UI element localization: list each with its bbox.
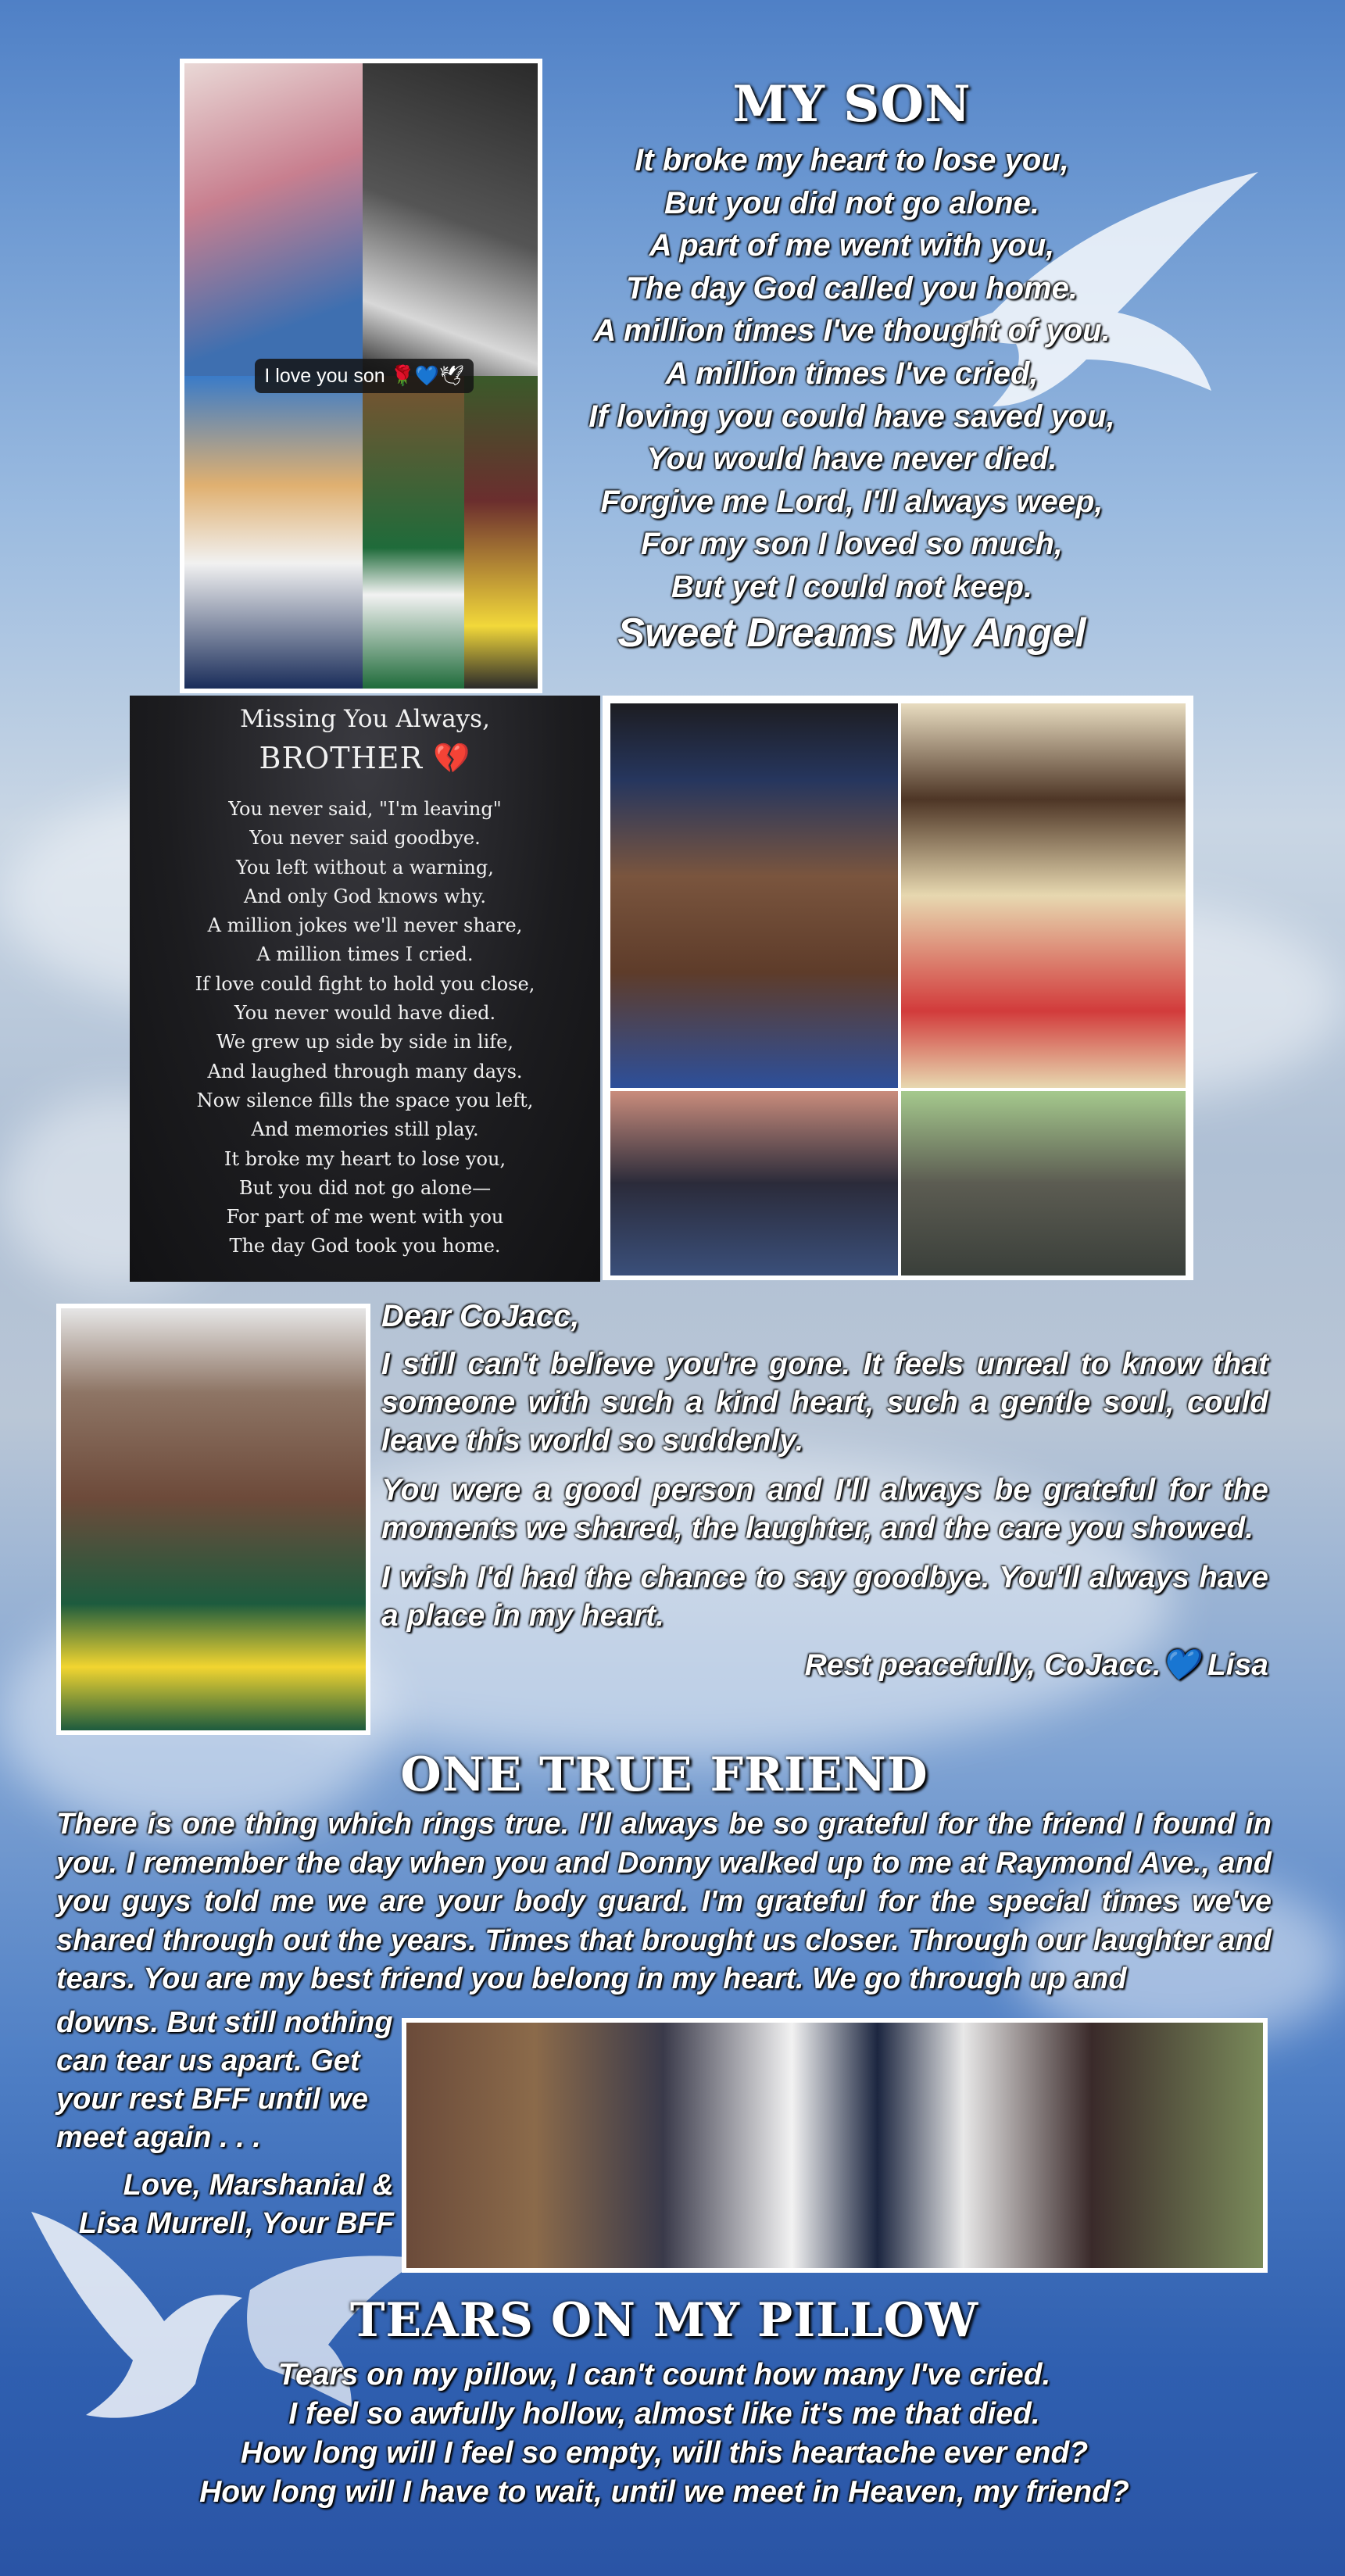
poem-line: But yet I could not keep. (671, 569, 1033, 604)
brother-collage-photo (603, 696, 1193, 1280)
friend-text-side: downs. But still nothing can tear us apart. Get your rest BFF until we meet again . . . (56, 2006, 393, 2154)
poem-line: But you did not go alone. (664, 185, 1039, 220)
poem-line: A million times I've thought of you. (593, 313, 1111, 349)
poem-line: A part of me went with you, (649, 228, 1055, 263)
poem-line: You never said, "I'm leaving" (228, 798, 502, 820)
pillow-title: TEARS ON MY PILLOW (349, 2293, 979, 2348)
brother-poem-card (130, 696, 600, 1282)
brother-poem (130, 795, 600, 1261)
poem-line: The day God called you home. (626, 270, 1078, 306)
poem-line: If love could fight to hold you close, (195, 972, 535, 995)
poem-line: It broke my heart to lose you, (224, 1147, 506, 1170)
poem-line: And only God knows why. (243, 885, 487, 907)
poem-line: I feel so awfully hollow, almost like it's me that died. (288, 2397, 1040, 2431)
letter-paragraph: You were a good person and I'll always be grateful for the moments we shared, the laughter, and the care you showed. (381, 1473, 1268, 1545)
poem-line: A million times I've cried, (665, 356, 1039, 391)
poem-line: You never would have died. (234, 1002, 496, 1025)
poem-line: Forgive me Lord, I'll always weep, (600, 484, 1104, 519)
my-son-closing: Sweet Dreams My Angel (617, 610, 1086, 656)
poem-line: But you did not go alone— (238, 1176, 492, 1199)
poem-line: And memories still play. (251, 1118, 479, 1141)
poem-line: We grew up side by side in life, (216, 1031, 513, 1054)
poem-line: A million jokes we'll never share, (207, 914, 523, 937)
poem-line: And laughed through many days. (207, 1060, 523, 1082)
letter-signoff: Rest peacefully, CoJacc.💙 Lisa (804, 1648, 1268, 1682)
friends-group-photo (402, 2018, 1268, 2273)
cojacc-photo (56, 1304, 370, 1735)
poem-line: Now silence fills the space you left, (196, 1089, 534, 1111)
son-collage-photo (180, 59, 542, 693)
poem-line: If loving you could have saved you, (588, 399, 1115, 434)
friend-text: There is one thing which rings true. I'll always be so grateful for the friend I found in you. I remember the day when you and Donny walked up to me at Raymond Ave., and you guys told me we are your body guard. I'm grateful for the special times we've shared through out the years. Times that brought us closer. Through our laughter and tears. You are my best friend you belong in my heart. We go through up and (56, 1808, 1272, 1995)
collage-caption: I love you son 🌹💙🕊 (255, 359, 474, 393)
friend-title: ONE TRUE FRIEND (400, 1748, 928, 1802)
poem-line: You never said goodbye. (249, 827, 481, 850)
poem-line: You would have never died. (646, 442, 1057, 477)
my-son-poem (539, 139, 1164, 609)
poem-line: A million times I cried. (256, 943, 474, 966)
letter-paragraph: I wish I'd had the chance to say goodbye. You'll always have a place in my heart. (381, 1561, 1268, 1633)
poem-line: The day God took you home. (229, 1235, 501, 1258)
brother-heading-line2: BROTHER 💔 (259, 741, 471, 775)
poem-line: How long will I feel so empty, will this heartache ever end? (240, 2436, 1089, 2470)
letter-salutation: Dear CoJacc, (381, 1299, 580, 1333)
friend-signoff: Love, Marshanial & Lisa Murrell, Your BFF (78, 2169, 394, 2240)
letter (381, 1297, 1268, 1684)
brother-heading-line1: Missing You Always, (240, 705, 490, 733)
poem-line: It broke my heart to lose you, (635, 143, 1069, 177)
pillow-poem (0, 2356, 1329, 2512)
poem-line: How long will I have to wait, until we meet in Heaven, my friend? (199, 2475, 1129, 2509)
poem-line: Tears on my pillow, I can't count how many I've cried. (277, 2358, 1051, 2392)
poem-line: For my son I loved so much, (640, 527, 1064, 562)
letter-paragraph: I still can't believe you're gone. It feels unreal to know that someone with such a kind heart, such a gentle soul, could leave this world so suddenly. (381, 1347, 1268, 1458)
my-son-title: MY SON (732, 75, 971, 134)
poem-line: For part of me went with you (226, 1206, 504, 1229)
poem-line: You left without a warning, (236, 856, 494, 878)
